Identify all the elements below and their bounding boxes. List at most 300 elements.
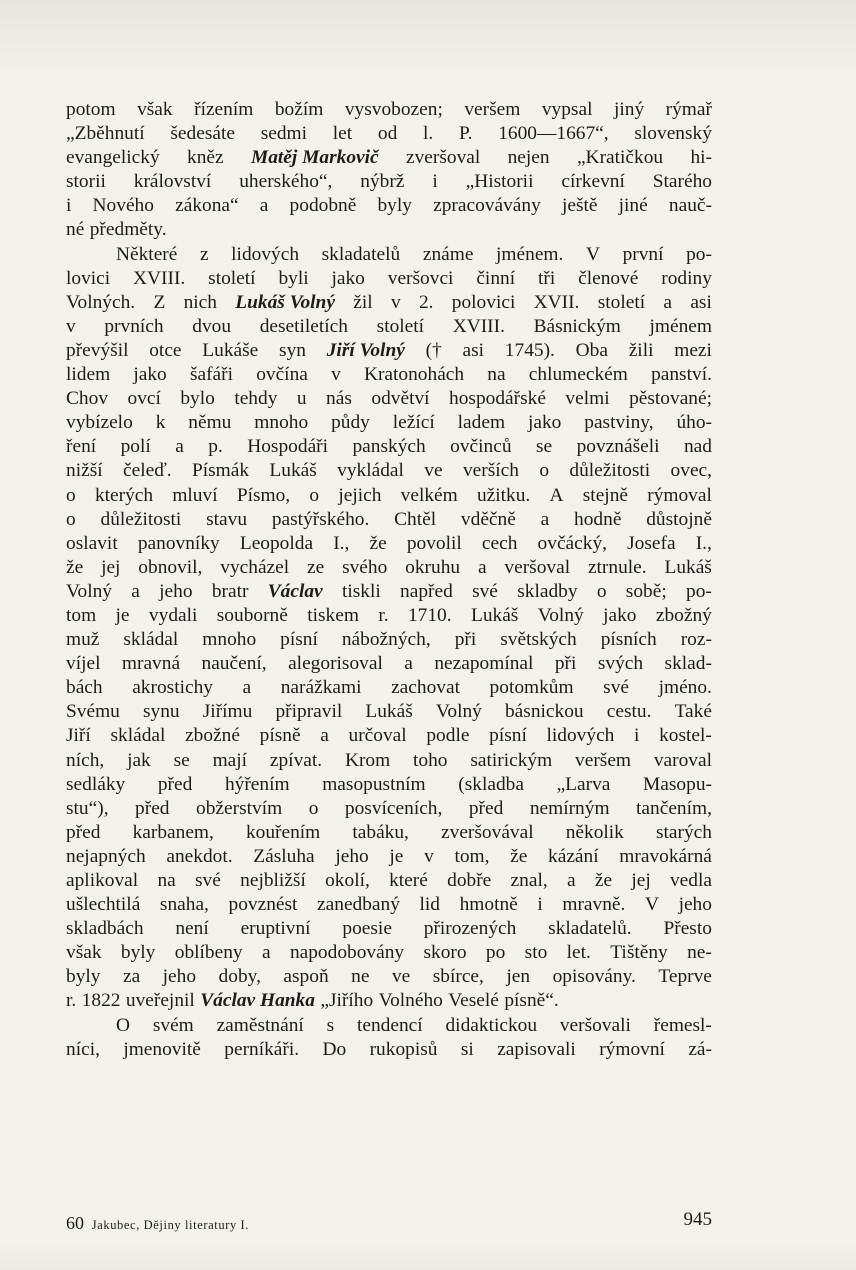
word: zá- — [688, 1038, 712, 1060]
word: nejen — [507, 147, 550, 169]
word: byly — [120, 942, 156, 964]
text-line — [66, 243, 712, 267]
word: řízením — [194, 99, 254, 120]
word: víjel — [66, 653, 101, 675]
word: V — [585, 243, 600, 265]
word: O — [116, 1014, 131, 1036]
word: napřed — [400, 580, 453, 602]
word: u — [296, 388, 307, 410]
word: k — [155, 412, 166, 434]
word: o — [66, 508, 76, 530]
word: oslavit — [66, 532, 118, 554]
word: ovčinců — [450, 436, 512, 458]
word: mluví — [172, 484, 218, 506]
word: svém — [152, 1014, 194, 1036]
word: ření — [66, 436, 97, 458]
word: jménem — [649, 315, 712, 337]
word: důležitosti — [100, 508, 182, 530]
word: tehdy — [234, 388, 278, 410]
text-line — [66, 749, 712, 773]
word: veršovci — [387, 267, 454, 289]
word: „Kratičkou — [576, 147, 664, 169]
text-line — [66, 797, 712, 821]
word: obžerstvím — [196, 797, 283, 819]
word: nýbrž — [360, 171, 405, 193]
text-line — [66, 604, 712, 628]
word: ve — [391, 966, 411, 988]
word: které — [389, 870, 428, 891]
word: V — [644, 894, 659, 916]
text-line — [66, 122, 712, 146]
word: (skladba — [458, 773, 524, 795]
word: lovici — [66, 267, 111, 289]
word: desetiletích — [259, 315, 348, 337]
word: né — [66, 219, 85, 241]
word: naučení, — [201, 653, 267, 675]
word: v — [66, 315, 76, 337]
word: Volného — [378, 990, 443, 1012]
word: žili — [628, 339, 654, 361]
word: Josefa — [627, 532, 676, 554]
word: písně — [259, 725, 301, 747]
word: jejich — [338, 484, 382, 506]
word: ze — [307, 556, 325, 578]
word: potomkům — [489, 677, 574, 699]
word: muž — [66, 629, 100, 651]
word: i — [634, 725, 640, 747]
word: jako — [331, 267, 365, 289]
word: připravil — [275, 701, 343, 723]
word: narážkami — [280, 677, 362, 699]
text-line — [66, 435, 712, 459]
word: po- — [686, 243, 712, 265]
word: ve — [424, 460, 443, 482]
word: napodobovány — [289, 942, 405, 964]
word: „Jiřího — [320, 990, 374, 1012]
word: že — [369, 532, 387, 554]
word: XVIII. — [452, 315, 505, 337]
word: a — [259, 195, 269, 217]
word: rukopisů — [369, 1038, 438, 1060]
word: ovec, — [670, 460, 712, 482]
text-line — [66, 556, 712, 580]
word: a — [320, 725, 329, 747]
word: Lukáš — [470, 604, 519, 626]
word: cech — [481, 532, 518, 554]
word: Volných. — [66, 291, 136, 313]
italic-name: Jiří Volný — [326, 339, 405, 361]
word: okolí, — [325, 870, 370, 891]
word: církevní — [561, 171, 625, 193]
word: zbožné — [185, 725, 240, 747]
word: roz- — [680, 629, 712, 651]
word: 2. — [418, 291, 434, 313]
word: r. — [66, 990, 77, 1012]
word: doby, — [218, 966, 261, 988]
word: alegorisoval — [288, 653, 383, 675]
word: masopustním — [322, 773, 426, 795]
word: od — [377, 123, 398, 145]
word: nauč- — [668, 195, 712, 217]
word: zpívat. — [269, 749, 323, 771]
word: uherského“, — [239, 171, 333, 193]
word: Volný — [537, 604, 584, 626]
word: evangelický — [66, 147, 160, 169]
text-line — [66, 700, 712, 724]
word: otce — [149, 339, 182, 361]
word: a — [477, 556, 487, 578]
word: nejapných — [66, 845, 146, 867]
word: Nového — [92, 195, 154, 217]
word: svých — [597, 653, 644, 675]
word: opisovány. — [552, 966, 636, 988]
text-line — [66, 652, 712, 676]
word: zpracovávány — [433, 195, 541, 217]
word: mnoho — [202, 629, 257, 651]
word: Masopu- — [643, 773, 712, 795]
italic-name: Václav Hanka — [200, 990, 315, 1012]
word: sklad- — [664, 653, 712, 675]
word: bách — [66, 677, 103, 699]
word: chlumeckém — [528, 364, 628, 386]
word: I., — [333, 532, 350, 554]
word: jeho — [335, 845, 369, 867]
word: z — [199, 243, 209, 265]
word: jako — [527, 412, 562, 434]
word: Také — [674, 701, 712, 723]
signature-text: Jakubec, Dějiny literatury I. — [91, 1218, 250, 1232]
word: Hospodáři — [247, 436, 329, 458]
word: století — [597, 291, 646, 313]
word: lidem — [66, 364, 111, 386]
word: hodně — [574, 508, 622, 530]
text-line — [66, 989, 712, 1013]
word: na — [157, 870, 176, 891]
word: nezapomínal — [434, 653, 534, 675]
word: mravná — [121, 653, 181, 675]
word: lid — [419, 894, 441, 916]
word: rýmoval — [647, 484, 712, 506]
word: Do — [322, 1038, 347, 1060]
word: aplikoval — [66, 870, 139, 891]
text-line — [66, 194, 712, 218]
word: s — [326, 1014, 335, 1036]
word: asi — [690, 291, 712, 313]
word: podle — [426, 725, 470, 747]
word: bratr — [211, 580, 249, 602]
word: kázání — [548, 845, 599, 867]
word: že — [594, 870, 613, 891]
word: sbírce, — [432, 966, 484, 988]
word: stu“), — [66, 797, 109, 819]
word: obnovil, — [138, 556, 203, 578]
word: o — [308, 797, 319, 819]
word: jen — [506, 966, 531, 988]
word: storii — [66, 171, 106, 193]
word: „Larva — [556, 773, 611, 795]
word: nad — [683, 436, 712, 458]
word: před — [66, 821, 101, 843]
word: Volný — [435, 701, 482, 723]
word: Krom — [344, 749, 391, 771]
word: čeleď. — [122, 460, 172, 482]
word: skládal — [123, 629, 179, 651]
word: v — [331, 364, 341, 386]
word: polovici — [451, 291, 516, 313]
word: velmi — [565, 388, 610, 410]
word: božím — [274, 99, 324, 120]
word: ušlechtilá — [66, 894, 141, 916]
word: Tištěny — [610, 942, 668, 964]
word: p. — [208, 436, 223, 458]
word: veršoval — [504, 556, 571, 578]
word: zaměstnání — [216, 1014, 304, 1036]
text-line — [66, 965, 712, 989]
word: století — [208, 267, 256, 289]
word: mají — [212, 749, 248, 771]
word: byly — [66, 966, 101, 988]
word: jeho — [159, 580, 193, 602]
word: aspoň — [283, 966, 329, 988]
word: jiné — [618, 195, 648, 217]
word: Lukáš — [664, 556, 712, 578]
word: však — [137, 99, 173, 120]
word: Lukáše — [202, 339, 259, 361]
word: Jiří — [66, 725, 91, 747]
word: polí — [120, 436, 151, 458]
word: za — [122, 966, 141, 988]
word: zachovat — [391, 677, 460, 699]
word: ještě — [561, 195, 598, 217]
word: šafáři — [189, 364, 233, 386]
text-line — [66, 508, 712, 532]
word: mravokárná — [619, 845, 712, 867]
word: tendencí — [356, 1014, 423, 1036]
word: I., — [695, 532, 712, 554]
word: před — [135, 797, 170, 819]
text-line — [66, 1014, 712, 1038]
text-line — [66, 459, 712, 483]
word: kterých — [94, 484, 154, 506]
text-line — [66, 821, 712, 845]
word: r. — [378, 604, 389, 626]
text-line — [66, 893, 712, 917]
word: vykládal — [337, 460, 404, 482]
word: verších — [462, 460, 519, 482]
word: skladby — [517, 580, 578, 602]
word: a — [404, 653, 413, 675]
word: řemesl- — [653, 1014, 712, 1036]
word: starých — [655, 821, 712, 843]
word: při — [554, 653, 577, 675]
word: svého — [342, 556, 388, 578]
text-line — [66, 917, 712, 941]
word: ovcí — [127, 388, 161, 410]
word: písních — [600, 629, 657, 651]
word: pastýřského. — [271, 508, 370, 530]
word: sedláky — [66, 773, 126, 795]
word: varoval — [653, 749, 712, 771]
text-line — [66, 98, 712, 122]
word: vysvobozen; — [344, 99, 443, 120]
word: hi- — [690, 147, 712, 169]
word: je — [389, 845, 404, 867]
word: nejbližší — [240, 870, 306, 891]
word: po- — [686, 580, 712, 602]
word: 1710. — [407, 604, 452, 626]
word: byly — [377, 195, 412, 217]
word: anekdot. — [166, 845, 233, 867]
word: Z — [153, 291, 166, 313]
word: ovčína — [256, 364, 308, 386]
word: tom — [66, 604, 97, 626]
word: Přesto — [663, 918, 712, 940]
word: toho — [413, 749, 448, 771]
word: důstojně — [646, 508, 712, 530]
word: není — [175, 918, 209, 940]
word: jako — [603, 604, 637, 626]
text-line — [66, 218, 712, 242]
word: podobně — [289, 195, 357, 217]
word: pastviny, — [584, 412, 654, 434]
word: Básnickým — [533, 315, 621, 337]
word: a — [261, 942, 271, 964]
word: okruhu — [405, 556, 461, 578]
word: rýmovní — [599, 1038, 665, 1060]
text-line — [66, 484, 712, 508]
word: Kratonohách — [363, 364, 465, 386]
word: lidových — [546, 725, 615, 747]
text-line — [66, 1038, 712, 1062]
word: satirickým — [470, 749, 553, 771]
word: jiný — [613, 99, 645, 120]
word: hýřením — [224, 773, 290, 795]
word: jeho — [162, 966, 197, 988]
word: šedesáte — [170, 123, 235, 145]
word: jej — [101, 556, 121, 578]
word: a — [663, 291, 673, 313]
word: Zásluha — [253, 845, 315, 867]
word: zákona“ — [175, 195, 239, 217]
word: před — [468, 797, 504, 819]
word: Svému — [66, 701, 120, 723]
word: nich — [183, 291, 217, 313]
word: půdy — [331, 412, 370, 434]
word: asi — [462, 339, 485, 361]
italic-name: Matěj Markovič — [250, 147, 379, 169]
word: mnoho — [254, 412, 309, 434]
word: hospodářské — [449, 388, 546, 410]
word: Lukáš — [269, 460, 317, 482]
word: perníkáři. — [224, 1038, 300, 1060]
word: mravně. — [562, 894, 626, 916]
page-number: 945 — [683, 1209, 712, 1230]
word: i — [537, 894, 543, 916]
word: nižší — [66, 460, 103, 482]
word: několik — [565, 821, 624, 843]
word: ne — [351, 966, 370, 988]
word: tři — [537, 267, 556, 289]
word: po — [485, 942, 506, 964]
word: uveřejnil — [125, 990, 195, 1012]
word: důležitosti — [569, 460, 651, 482]
word: poesie — [342, 918, 392, 940]
word: básnickou — [504, 701, 584, 723]
word: Veselé — [448, 990, 499, 1012]
word: syn — [279, 339, 306, 361]
text-line — [66, 170, 712, 194]
word: ne- — [687, 942, 712, 964]
word: Písmák — [191, 460, 250, 482]
signature-number: 60 — [66, 1213, 84, 1233]
word: tiskli — [341, 580, 381, 602]
text-line — [66, 580, 712, 604]
word: dvou — [192, 315, 232, 337]
word: skladbách — [66, 918, 144, 940]
word: 1745). — [504, 339, 555, 361]
text-line — [66, 267, 712, 291]
word: předměty. — [89, 219, 167, 241]
word: prvních — [104, 315, 164, 337]
word: že — [66, 556, 84, 578]
text-line — [66, 363, 712, 387]
word: že — [510, 845, 528, 867]
word: Volný — [66, 580, 112, 602]
word: stejně — [582, 484, 628, 506]
word: P. — [459, 123, 473, 145]
word: jméno. — [658, 677, 712, 699]
word: znal, — [510, 870, 548, 891]
word: Lukáš — [365, 701, 413, 723]
text-line — [66, 532, 712, 556]
word: se — [173, 749, 190, 771]
word: veršem — [464, 99, 521, 120]
word: karbanem, — [132, 821, 214, 843]
word: a — [540, 508, 550, 530]
printer-signature — [66, 1213, 249, 1234]
word: ztrnule. — [587, 556, 647, 578]
word: zveršovával — [441, 821, 534, 843]
word: převýšil — [66, 339, 129, 361]
word: Chtěl — [394, 508, 437, 530]
text-line — [66, 387, 712, 411]
text-line — [66, 845, 712, 869]
word: je — [115, 604, 130, 626]
word: bylo — [180, 388, 215, 410]
word: zveršoval — [405, 147, 481, 169]
word: Jiřímu — [202, 701, 253, 723]
word: ních, — [66, 749, 105, 771]
word: úho- — [676, 412, 712, 434]
word: a — [242, 677, 252, 699]
word: ladem — [457, 412, 506, 434]
word: oblíbeny — [174, 942, 243, 964]
word: Chov — [66, 388, 109, 410]
body-text — [66, 98, 712, 1062]
word: A — [549, 484, 564, 506]
word: ovčácký, — [537, 532, 607, 554]
word: o — [309, 484, 320, 506]
word: si — [460, 1038, 474, 1060]
word: své — [472, 580, 498, 602]
word: panovníky — [137, 532, 220, 554]
word: na — [487, 364, 506, 386]
word: sobě; — [625, 580, 667, 602]
word: vedla — [669, 870, 712, 891]
word: přirozených — [423, 918, 517, 940]
word: skladatelů. — [548, 918, 632, 940]
word: l. — [423, 123, 434, 145]
